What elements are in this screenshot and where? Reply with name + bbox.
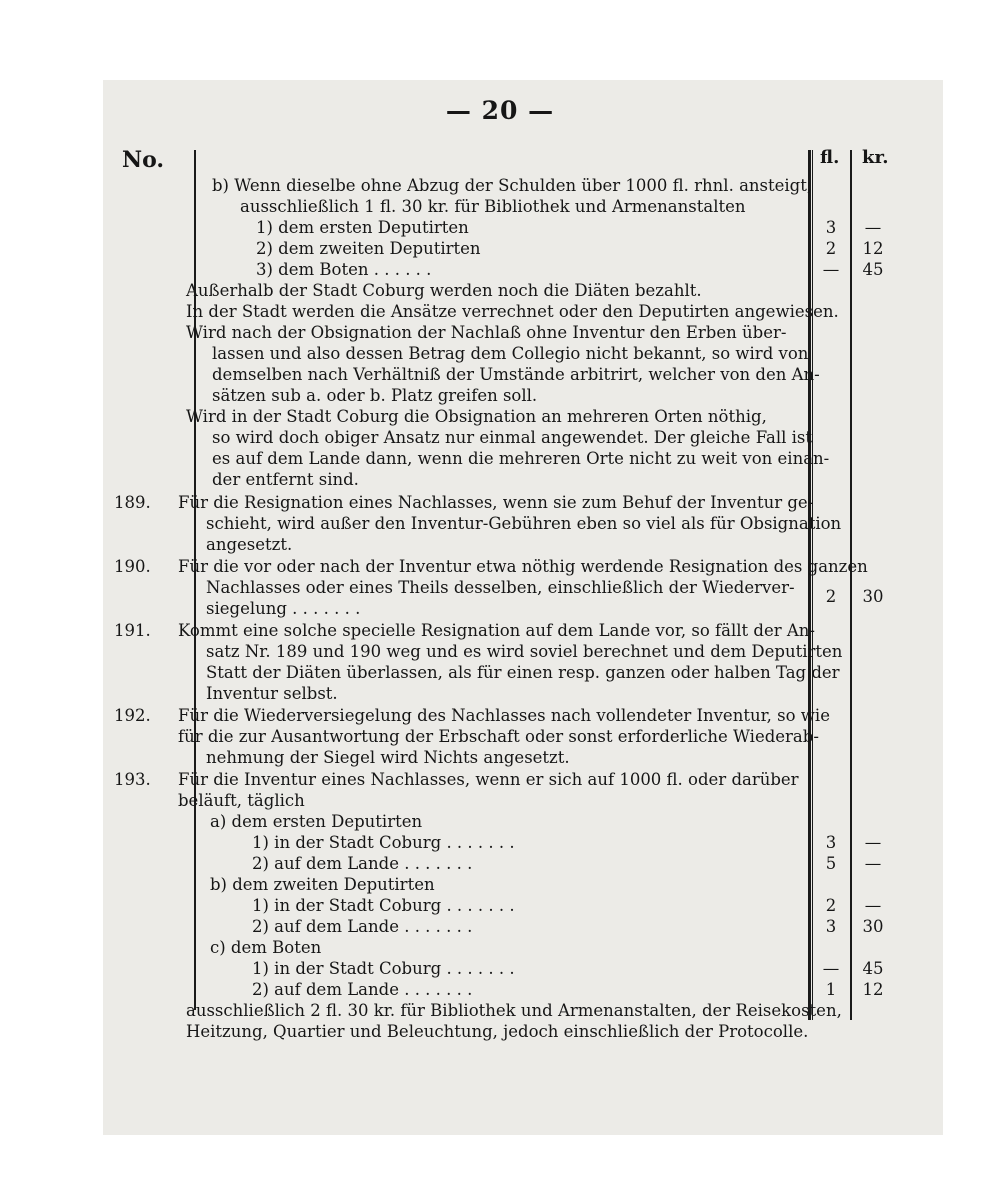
amount-fl: 1 bbox=[825, 980, 837, 999]
text-line: Außerhalb der Stadt Coburg werden noch die Diäten bezahlt. bbox=[186, 281, 702, 300]
fl-column-rule-inner bbox=[812, 150, 813, 1020]
amount-kr: 30 bbox=[862, 587, 884, 606]
text-line: beläuft, täglich bbox=[178, 791, 305, 810]
amount-fl: 2 bbox=[825, 587, 837, 606]
text-line: In der Stadt werden die Ansätze verrechnet oder den Deputirten angewiesen. bbox=[186, 302, 839, 321]
text-line: lassen und also dessen Betrag dem Collegio nicht bekannt, so wird von bbox=[212, 344, 809, 363]
amount-kr: 45 bbox=[862, 260, 884, 279]
amount-kr: — bbox=[864, 218, 882, 237]
item-number-190: 190. bbox=[114, 557, 151, 576]
header-no: No. bbox=[122, 147, 165, 173]
fl-column-rule bbox=[808, 150, 811, 1020]
left-column-rule bbox=[194, 150, 196, 1010]
amount-fl: 3 bbox=[825, 833, 837, 852]
text-line: Für die Wiederversiegelung des Nachlasses nach vollendeter Inventur, so wie bbox=[178, 706, 830, 725]
text-line: es auf dem Lande dann, wenn die mehreren Orte nicht zu weit von einan- bbox=[212, 449, 830, 468]
text-line: a) dem ersten Deputirten bbox=[210, 812, 423, 831]
text-line: 2) auf dem Lande . . . . . . . bbox=[252, 854, 473, 873]
text-line: c) dem Boten bbox=[210, 938, 322, 957]
page-number: — 20 — bbox=[445, 96, 555, 125]
header-kr: kr. bbox=[862, 147, 889, 168]
amount-fl: — bbox=[822, 260, 840, 279]
text-line: 3) dem Boten . . . . . . bbox=[256, 260, 432, 279]
amount-kr: 12 bbox=[862, 239, 884, 258]
amount-fl: 2 bbox=[825, 896, 837, 915]
text-line: Wird nach der Obsignation der Nachlaß ohne Inventur den Erben über- bbox=[186, 323, 787, 342]
amount-kr: 12 bbox=[862, 980, 884, 999]
text-line: Für die Inventur eines Nachlasses, wenn er sich auf 1000 fl. oder darüber bbox=[178, 770, 799, 789]
item-number-192: 192. bbox=[114, 706, 151, 725]
item-number-189: 189. bbox=[114, 493, 151, 512]
text-line: Inventur selbst. bbox=[206, 684, 338, 703]
text-line: siegelung . . . . . . . bbox=[206, 599, 361, 618]
text-line: Statt der Diäten überlassen, als für einen resp. ganzen oder halben Tag der bbox=[206, 663, 840, 682]
text-line: 1) in der Stadt Coburg . . . . . . . bbox=[252, 833, 515, 852]
text-line: b) dem zweiten Deputirten bbox=[210, 875, 435, 894]
text-line: demselben nach Verhältniß der Umstände arbitrirt, welcher von den An- bbox=[212, 365, 820, 384]
text-line: sätzen sub a. oder b. Platz greifen soll. bbox=[212, 386, 538, 405]
text-line: ausschließlich 2 fl. 30 kr. für Bibliothek und Armenanstalten, der Reisekosten, bbox=[186, 1001, 842, 1020]
text-line: schieht, wird außer den Inventur-Gebühren eben so viel als für Obsignation bbox=[206, 514, 842, 533]
amount-kr: — bbox=[864, 833, 882, 852]
text-line: 1) in der Stadt Coburg . . . . . . . bbox=[252, 959, 515, 978]
amount-fl: 5 bbox=[825, 854, 837, 873]
text-line: 1) dem ersten Deputirten bbox=[256, 218, 469, 237]
text-line: Kommt eine solche specielle Resignation auf dem Lande vor, so fällt der An- bbox=[178, 621, 815, 640]
text-line: Wird in der Stadt Coburg die Obsignation an mehreren Orten nöthig, bbox=[186, 407, 767, 426]
text-line: Nachlasses oder eines Theils desselben, einschließlich der Wiederver- bbox=[206, 578, 795, 597]
text-line: satz Nr. 189 und 190 weg und es wird soviel berechnet und dem Deputirten bbox=[206, 642, 843, 661]
kr-column-rule bbox=[850, 150, 852, 1020]
text-line: ausschließlich 1 fl. 30 kr. für Bibliothek und Armenanstalten bbox=[240, 197, 746, 216]
amount-kr: — bbox=[864, 854, 882, 873]
text-line: Für die Resignation eines Nachlasses, wenn sie zum Behuf der Inventur ge- bbox=[178, 493, 814, 512]
amount-fl: 3 bbox=[825, 218, 837, 237]
text-line: b) Wenn dieselbe ohne Abzug der Schulden über 1000 fl. rhnl. ansteigt, bbox=[212, 176, 813, 195]
text-line: der entfernt sind. bbox=[212, 470, 359, 489]
text-line: 1) in der Stadt Coburg . . . . . . . bbox=[252, 896, 515, 915]
amount-fl: 3 bbox=[825, 917, 837, 936]
header-fl: fl. bbox=[820, 147, 840, 168]
text-line: so wird doch obiger Ansatz nur einmal angewendet. Der gleiche Fall ist bbox=[212, 428, 813, 447]
amount-kr: 45 bbox=[862, 959, 884, 978]
amount-kr: — bbox=[864, 896, 882, 915]
item-number-193: 193. bbox=[114, 770, 151, 789]
item-number-191: 191. bbox=[114, 621, 151, 640]
amount-fl: — bbox=[822, 959, 840, 978]
text-line: nehmung der Siegel wird Nichts angesetzt. bbox=[206, 748, 570, 767]
text-line: angesetzt. bbox=[206, 535, 293, 554]
amount-fl: 2 bbox=[825, 239, 837, 258]
text-line: für die zur Ausantwortung der Erbschaft oder sonst erforderliche Wiederab- bbox=[178, 727, 819, 746]
text-line: 2) auf dem Lande . . . . . . . bbox=[252, 980, 473, 999]
text-line: Heitzung, Quartier und Beleuchtung, jedoch einschließlich der Protocolle. bbox=[186, 1022, 809, 1041]
text-line: Für die vor oder nach der Inventur etwa nöthig werdende Resignation des ganzen bbox=[178, 557, 868, 576]
text-line: 2) dem zweiten Deputirten bbox=[256, 239, 481, 258]
amount-kr: 30 bbox=[862, 917, 884, 936]
text-line: 2) auf dem Lande . . . . . . . bbox=[252, 917, 473, 936]
